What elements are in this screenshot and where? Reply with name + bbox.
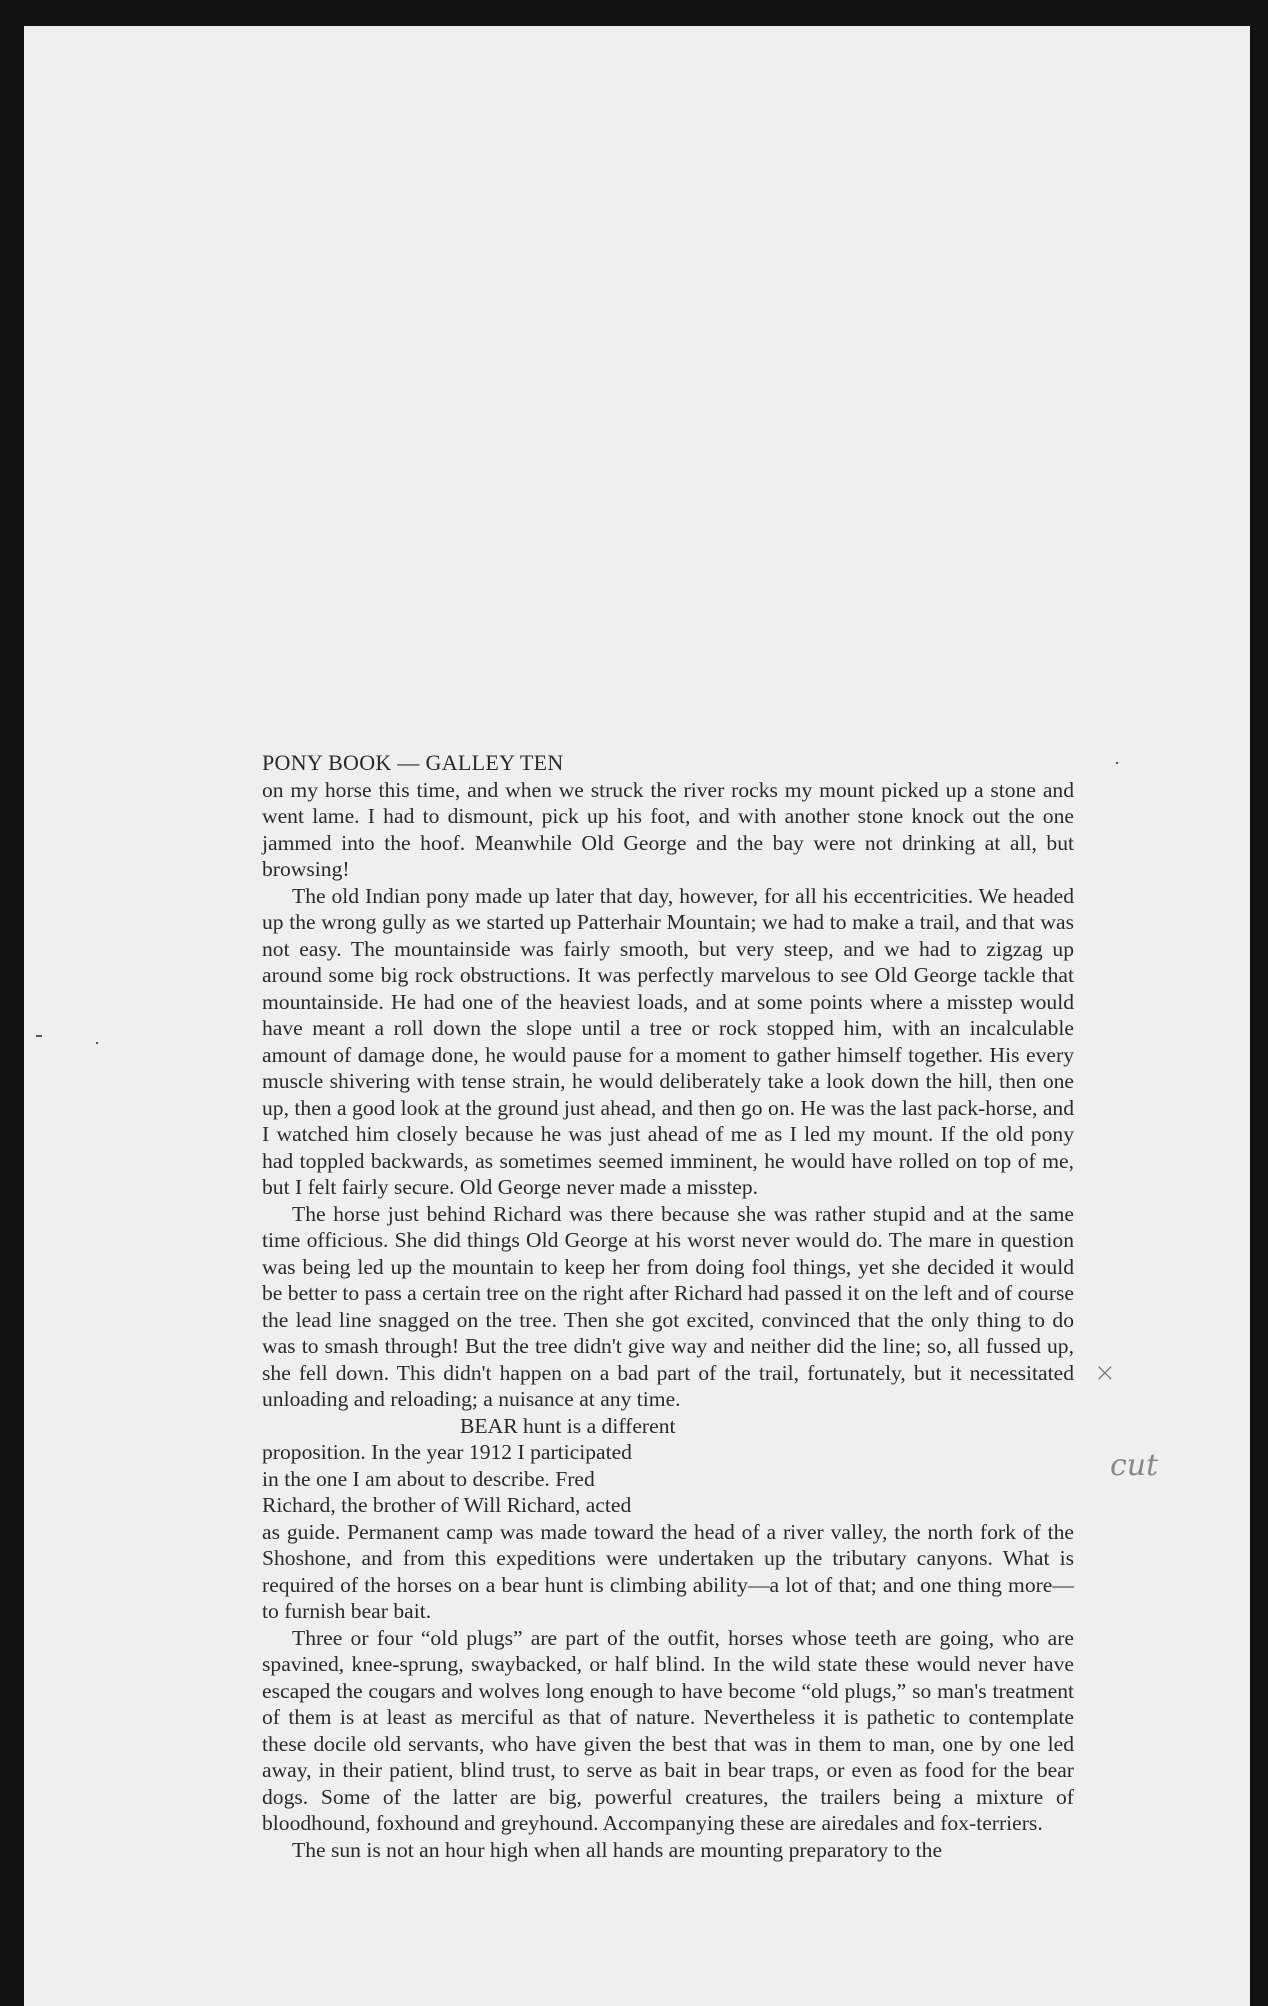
- bear-line: Richard, the brother of Will Richard, acted: [262, 1493, 632, 1517]
- bear-line: in the one I am about to describe. Fred: [262, 1466, 595, 1491]
- proof-note-cut: cut: [1110, 1448, 1159, 1483]
- galley-text: [262, 750, 1074, 1863]
- paragraph: The horse just behind Richard was there because she was rather stupid and at the same time officious. She did things Old George at his worst never would do. The mare in question was being led up the mountain to keep her from doing fool things, yet she decided it would be better to pass a certain tree on the right after Richard had passed it on the left and of course the lead line snagged on the tree. Then she got excited, convinced that the only thing to do was to smash through! But the tree didn't give way and neither did the line; so, all fussed up, she fell down. This didn't happen on a bad part of the trail, fortunately, but it necessitated unloading and reloading; a nuisance at any time.: [262, 1201, 1074, 1411]
- paragraph: as guide. Permanent camp was made toward the head of a river valley, the north fork of the Shoshone, and from this expeditions were undertaken up the tributary canyons. What is required of the horses on a bear hunt is climbing ability—a lot of that; and one thing more—to furnish bear bait.: [262, 1519, 1074, 1623]
- ink-speck: [96, 1042, 98, 1044]
- bear-line: proposition. In the year 1912 I participated: [262, 1440, 632, 1464]
- paragraph: The old Indian pony made up later that day, however, for all his eccentricities. We headed up the wrong gully as we started up Patterhair Mountain; we had to make a trail, and that was not easy. The mountainside was fairly smooth, but very steep, and we had to zigzag up around some big rock obstructions. It was perfectly marvelous to see Old George tackle that mountainside. He had one of the heaviest loads, and at some points where a misstep would have meant a roll down the slope until a tree or rock stopped him, with an incalculable amount of damage done, he would pause for a moment to gather himself together. His every muscle shivering with tense strain, he would deliberately take a look down the hill, then one up, then a good look at the ground just ahead, and then go on. He was the last pack-horse, and I watched him closely because he was just ahead of me as I led my mount. If the old pony had toppled backwards, as sometimes seemed imminent, he would have rolled on top of me, but I felt fairly secure. Old George never made a misstep.: [262, 883, 1074, 1199]
- galley-heading: PONY BOOK — GALLEY TEN: [262, 750, 564, 775]
- ink-speck: [1116, 762, 1118, 764]
- bear-hunt-opening: [262, 1413, 1074, 1519]
- paragraph: on my horse this time, and when we struck the river rocks my mount picked up a stone and went lame. I had to dismount, pick up his foot, and with another stone knock out the one jammed into the hoof. Meanwhile Old George and the bay were not drinking at all, but browsing!: [262, 777, 1074, 881]
- proof-mark-x: ×: [1094, 1358, 1116, 1388]
- bear-opening-line: BEAR hunt is a different: [460, 1413, 676, 1438]
- paragraph: Three or four “old plugs” are part of the outfit, horses whose teeth are going, who are spavined, knee-sprung, swaybacked, or half blind. In the wild state these would never have escaped the cougars and wolves long enough to have become “old plugs,” so man's treatment of them is at least as merciful as that of nature. Nevertheless it is pathetic to contemplate these docile old servants, who have given the best that was in them to man, one by one led away, in their patient, blind trust, to serve as bait in bear traps, or even as food for the bear dogs. Some of the latter are big, powerful creatures, the trailers being a mixture of bloodhound, foxhound and greyhound. Accompanying these are airedales and fox-terriers.: [262, 1625, 1074, 1835]
- ink-speck: [36, 1035, 42, 1037]
- paragraph: The sun is not an hour high when all hands are mounting preparatory to the: [292, 1837, 943, 1862]
